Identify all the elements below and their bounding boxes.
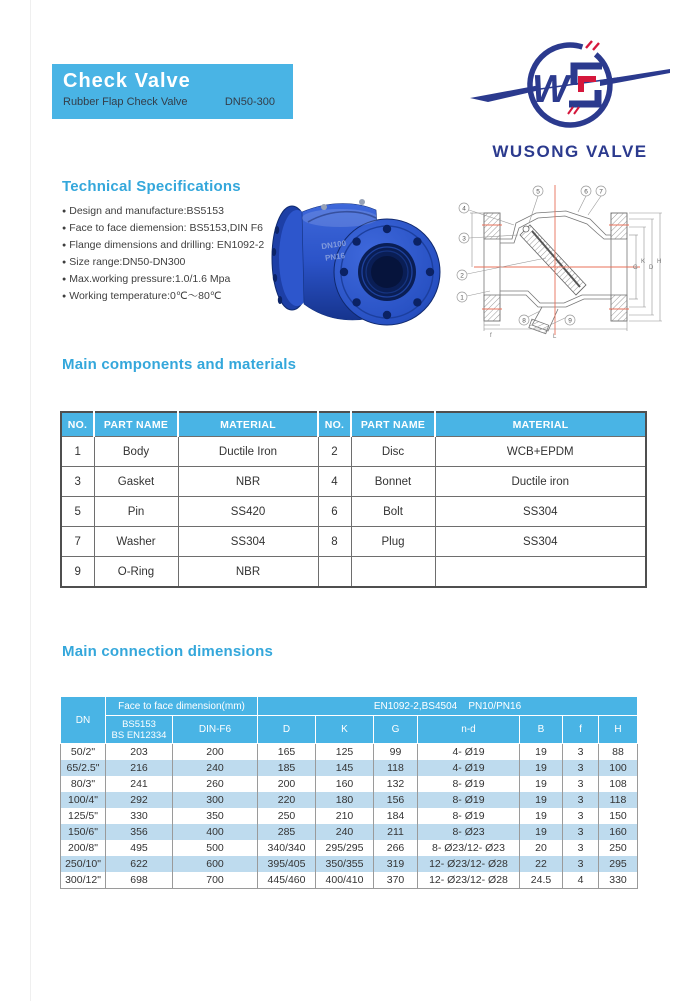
- svg-text:G: G: [633, 265, 638, 271]
- table-cell: 319: [374, 856, 418, 872]
- column-header-std: [106, 716, 173, 744]
- table-cell: 240: [316, 824, 374, 840]
- svg-text:5: 5: [536, 188, 540, 196]
- table-cell: 3: [563, 776, 599, 792]
- table-cell: 125/5": [61, 808, 106, 824]
- table-cell: 8: [318, 527, 351, 557]
- hinge-pin: [523, 226, 529, 232]
- table-cell: Ductile iron: [435, 467, 646, 497]
- table-row: [61, 557, 646, 588]
- table-cell: 400/410: [316, 872, 374, 889]
- table-row: [61, 744, 638, 761]
- dimensions-table-body: [61, 744, 638, 889]
- table-cell: 99: [374, 744, 418, 761]
- column-header: NO.: [61, 412, 94, 437]
- svg-text:7: 7: [599, 188, 603, 196]
- table-cell: 108: [599, 776, 638, 792]
- table-cell: 395/405: [258, 856, 316, 872]
- table-cell: 22: [520, 856, 563, 872]
- table-cell: 295: [599, 856, 638, 872]
- svg-text:K: K: [641, 259, 646, 265]
- table-row: [61, 437, 646, 467]
- group-header-en: EN1092-2,BS4504 PN10/PN16: [258, 697, 638, 716]
- table-cell: 495: [106, 840, 173, 856]
- table-cell: 300/12": [61, 872, 106, 889]
- table-cell: WCB+EPDM: [435, 437, 646, 467]
- bullet-icon: ●: [62, 208, 67, 215]
- table-cell: 180: [316, 792, 374, 808]
- table-cell: 240: [173, 760, 258, 776]
- svg-text:4: 4: [462, 205, 466, 213]
- table-cell: 9: [61, 557, 94, 588]
- size-range: DN50-300: [224, 96, 275, 108]
- dimensions-table-head: [61, 697, 638, 744]
- bullet-icon: ●: [62, 293, 67, 300]
- table-cell: 20: [520, 840, 563, 856]
- table-cell: NBR: [178, 467, 318, 497]
- subtitle-text: Rubber Flap Check Valve: [63, 96, 188, 108]
- table-cell: 150: [599, 808, 638, 824]
- page-subtitle: [63, 96, 281, 108]
- table-cell: 3: [563, 808, 599, 824]
- table-cell: 203: [106, 744, 173, 761]
- table-cell: 600: [173, 856, 258, 872]
- table-cell: O-Ring: [94, 557, 178, 588]
- table-cell: 350/355: [316, 856, 374, 872]
- table-cell: 285: [258, 824, 316, 840]
- table-cell: 19: [520, 808, 563, 824]
- svg-text:f: f: [490, 333, 492, 339]
- page-edge-line: [30, 0, 31, 1001]
- table-cell: 350: [173, 808, 258, 824]
- svg-text:D: D: [649, 265, 654, 271]
- table-row: [61, 792, 638, 808]
- table-cell: Gasket: [94, 467, 178, 497]
- dimensions-table: [60, 696, 638, 889]
- table-cell: 260: [173, 776, 258, 792]
- table-cell: 200/8": [61, 840, 106, 856]
- table-cell: SS304: [178, 527, 318, 557]
- table-cell: Pin: [94, 497, 178, 527]
- table-cell: 330: [106, 808, 173, 824]
- table-cell: 211: [374, 824, 418, 840]
- spec-item: [62, 288, 297, 305]
- tech-specs-list: [62, 203, 297, 305]
- table-cell: 3: [563, 744, 599, 761]
- table-header-row: [61, 697, 638, 716]
- table-cell: 145: [316, 760, 374, 776]
- table-cell: 24.5: [520, 872, 563, 889]
- table-cell: 445/460: [258, 872, 316, 889]
- table-cell: Disc: [351, 437, 435, 467]
- company-logo: [468, 28, 672, 162]
- table-cell: 216: [106, 760, 173, 776]
- spec-item: [62, 271, 297, 288]
- table-cell: SS304: [435, 527, 646, 557]
- table-cell: 165: [258, 744, 316, 761]
- spec-text: Face to face diemension: BS5153,DIN F6: [69, 222, 264, 234]
- column-header: f: [563, 716, 599, 744]
- table-cell: 400: [173, 824, 258, 840]
- table-row: [61, 527, 646, 557]
- components-table-body: [61, 437, 646, 588]
- svg-text:9: 9: [568, 317, 572, 325]
- table-row: [61, 760, 638, 776]
- table-cell: 241: [106, 776, 173, 792]
- table-row: [61, 840, 638, 856]
- spec-text: Max.working pressure:1.0/1.6 Mpa: [69, 273, 231, 285]
- company-name: WUSONG VALVE: [492, 142, 648, 161]
- table-cell: 300: [173, 792, 258, 808]
- table-cell: 250: [258, 808, 316, 824]
- bonnet-bolt: [321, 204, 327, 210]
- table-cell: Body: [94, 437, 178, 467]
- table-cell: 160: [316, 776, 374, 792]
- table-cell: 210: [316, 808, 374, 824]
- callout-bubbles: [457, 186, 606, 325]
- column-header: K: [316, 716, 374, 744]
- spec-item: [62, 254, 297, 271]
- svg-text:8: 8: [522, 317, 526, 325]
- bullet-icon: ●: [62, 242, 67, 249]
- table-cell: 8- Ø19: [418, 808, 520, 824]
- table-cell: 80/3": [61, 776, 106, 792]
- column-header: MATERIAL: [435, 412, 646, 437]
- dimension-labels: [490, 259, 661, 340]
- column-header: H: [599, 716, 638, 744]
- column-header: PART NAME: [94, 412, 178, 437]
- table-cell: 250/10": [61, 856, 106, 872]
- svg-text:1: 1: [460, 294, 464, 302]
- table-cell: 698: [106, 872, 173, 889]
- column-header: PART NAME: [351, 412, 435, 437]
- table-cell: 3: [563, 760, 599, 776]
- table-cell: 160: [599, 824, 638, 840]
- disc-section: [520, 225, 586, 295]
- table-cell: [351, 557, 435, 588]
- table-cell: 19: [520, 760, 563, 776]
- table-cell: 100/4": [61, 792, 106, 808]
- logo-letter-w: W: [532, 68, 569, 111]
- table-cell: 132: [374, 776, 418, 792]
- table-cell: Washer: [94, 527, 178, 557]
- table-cell: Bolt: [351, 497, 435, 527]
- table-cell: 200: [258, 776, 316, 792]
- table-row: [61, 872, 638, 889]
- page-title: Check Valve: [63, 70, 191, 92]
- svg-text:6: 6: [584, 188, 588, 196]
- column-header: B: [520, 716, 563, 744]
- svg-text:3: 3: [462, 235, 466, 243]
- table-row: [61, 808, 638, 824]
- spec-text: Working temperature:0℃～80℃: [69, 290, 222, 302]
- valve-photo: [266, 190, 444, 332]
- table-cell: 150/6": [61, 824, 106, 840]
- table-cell: 156: [374, 792, 418, 808]
- table-cell: 19: [520, 744, 563, 761]
- components-table: [60, 411, 647, 588]
- column-header: NO.: [318, 412, 351, 437]
- table-cell: 370: [374, 872, 418, 889]
- table-cell: 295/295: [316, 840, 374, 856]
- table-cell: 2: [318, 437, 351, 467]
- tech-specs-title: Technical Specifications: [62, 178, 241, 195]
- spec-item: [62, 220, 297, 237]
- table-cell: 12- Ø23/12- Ø28: [418, 856, 520, 872]
- bullet-icon: ●: [62, 259, 67, 266]
- table-cell: 8- Ø19: [418, 792, 520, 808]
- column-header: n-d: [418, 716, 520, 744]
- spec-item: [62, 203, 297, 220]
- components-title: Main components and materials: [62, 356, 297, 373]
- table-cell: 3: [563, 840, 599, 856]
- table-cell: 6: [318, 497, 351, 527]
- header-line: BS EN12334: [111, 729, 167, 741]
- table-cell: 8- Ø23: [418, 824, 520, 840]
- table-row: [61, 856, 638, 872]
- table-cell: 118: [599, 792, 638, 808]
- table-cell: 19: [520, 792, 563, 808]
- header-line: BS5153: [122, 718, 156, 730]
- table-cell: 4- Ø19: [418, 744, 520, 761]
- table-cell: 65/2.5": [61, 760, 106, 776]
- column-header-dn: DN: [61, 697, 106, 744]
- table-cell: 12- Ø23/12- Ø28: [418, 872, 520, 889]
- table-cell: 622: [106, 856, 173, 872]
- table-cell: 50/2": [61, 744, 106, 761]
- table-cell: 340/340: [258, 840, 316, 856]
- table-cell: 266: [374, 840, 418, 856]
- svg-text:DN100: DN100: [320, 238, 347, 252]
- table-cell: 3: [563, 824, 599, 840]
- column-header: MATERIAL: [178, 412, 318, 437]
- bullet-icon: ●: [62, 276, 67, 283]
- table-cell: Bonnet: [351, 467, 435, 497]
- table-cell: 8- Ø23/12- Ø23: [418, 840, 520, 856]
- table-cell: 700: [173, 872, 258, 889]
- bonnet-bolt: [359, 199, 365, 205]
- table-cell: 88: [599, 744, 638, 761]
- table-cell: Ductile Iron: [178, 437, 318, 467]
- table-row: [61, 497, 646, 527]
- table-cell: 5: [61, 497, 94, 527]
- column-header-din: DIN-F6: [173, 716, 258, 744]
- table-cell: 118: [374, 760, 418, 776]
- wusong-logo-icon: [468, 28, 672, 136]
- table-cell: 19: [520, 824, 563, 840]
- table-cell: 356: [106, 824, 173, 840]
- table-header-row: [61, 412, 646, 437]
- table-row: [61, 824, 638, 840]
- table-cell: 3: [563, 856, 599, 872]
- svg-text:H: H: [657, 259, 662, 265]
- table-header-row: [61, 716, 638, 744]
- table-row: [61, 776, 638, 792]
- table-cell: 200: [173, 744, 258, 761]
- bullet-icon: ●: [62, 225, 67, 232]
- column-header: G: [374, 716, 418, 744]
- technical-drawing: [448, 179, 666, 342]
- group-header-ftf: Face to face dimension(mm): [106, 697, 258, 716]
- table-cell: NBR: [178, 557, 318, 588]
- column-header: D: [258, 716, 316, 744]
- table-cell: 330: [599, 872, 638, 889]
- table-cell: SS304: [435, 497, 646, 527]
- table-cell: 292: [106, 792, 173, 808]
- svg-text:2: 2: [460, 272, 464, 280]
- table-cell: 184: [374, 808, 418, 824]
- table-cell: 1: [61, 437, 94, 467]
- spec-text: Size range:DN50-DN300: [69, 256, 186, 268]
- header-banner: [52, 64, 293, 119]
- table-cell: 4- Ø19: [418, 760, 520, 776]
- spec-item: [62, 237, 297, 254]
- table-cell: 100: [599, 760, 638, 776]
- table-cell: 19: [520, 776, 563, 792]
- table-cell: 500: [173, 840, 258, 856]
- table-cell: 7: [61, 527, 94, 557]
- table-cell: 3: [563, 792, 599, 808]
- table-cell: SS420: [178, 497, 318, 527]
- spec-text: Design and manufacture:BS5153: [69, 205, 224, 217]
- table-cell: 125: [316, 744, 374, 761]
- svg-text:L: L: [553, 334, 557, 340]
- table-row: [61, 467, 646, 497]
- components-table-head: [61, 412, 646, 437]
- table-cell: 220: [258, 792, 316, 808]
- table-cell: 3: [61, 467, 94, 497]
- table-cell: 250: [599, 840, 638, 856]
- table-cell: 8- Ø19: [418, 776, 520, 792]
- table-cell: [435, 557, 646, 588]
- svg-text:PN16: PN16: [324, 251, 346, 263]
- table-cell: 4: [563, 872, 599, 889]
- table-cell: 185: [258, 760, 316, 776]
- spec-text: Flange dimensions and drilling: EN1092-2: [69, 239, 265, 251]
- table-cell: 4: [318, 467, 351, 497]
- table-cell: [318, 557, 351, 588]
- table-cell: Plug: [351, 527, 435, 557]
- dimensions-title: Main connection dimensions: [62, 643, 274, 660]
